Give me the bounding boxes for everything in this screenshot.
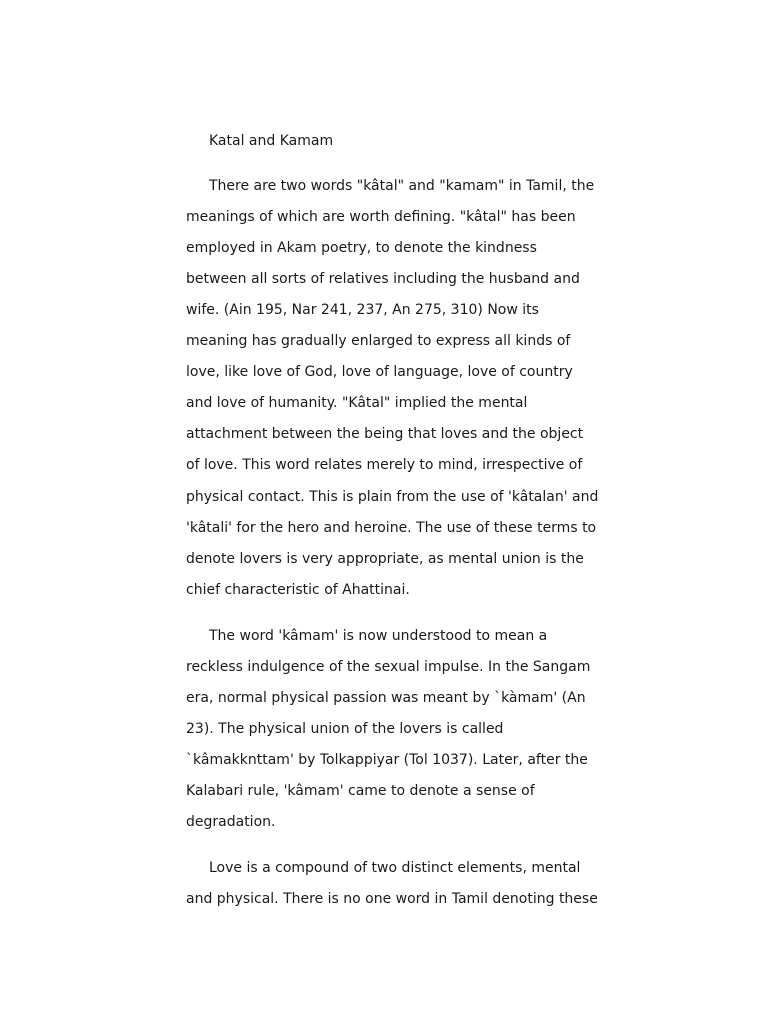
paragraph-1-line: love, like love of God, love of language, love of country — [186, 364, 573, 380]
paragraph-3-line: and physical. There is no one word in Tamil denoting these — [186, 891, 598, 907]
paragraph-1-line: and love of humanity. "Kâtal" implied the mental — [186, 395, 528, 411]
paragraph-2-line: Kalabari rule, 'kâmam' came to denote a sense of — [186, 783, 535, 799]
paragraph-1-line: chief characteristic of Ahattinai. — [186, 582, 410, 598]
paragraph-2-line: degradation. — [186, 814, 276, 830]
paragraph-1-line: 'kâtali' for the hero and heroine. The use of these terms to — [186, 520, 597, 536]
paragraph-2-line: 23). The physical union of the lovers is called — [186, 721, 504, 737]
paragraph-1-line: There are two words "kâtal" and "kamam" in Tamil, the — [209, 178, 595, 194]
paragraph-2-line: era, normal physical passion was meant by `kàmam' (An — [186, 690, 586, 706]
paragraph-2-line: `kâmakknttam' by Tolkappiyar (Tol 1037). Later, after the — [186, 752, 588, 768]
paragraph-1-line: wife. (Ain 195, Nar 241, 237, An 275, 310) Now its — [186, 302, 539, 318]
paragraph-1-line: meaning has gradually enlarged to express all kinds of — [186, 333, 571, 349]
paragraph-1-line: of love. This word relates merely to mind, irrespective of — [186, 457, 583, 473]
paragraph-1-line: between all sorts of relatives including the husband and — [186, 271, 580, 287]
paragraph-1-line: denote lovers is very appropriate, as mental union is the — [186, 551, 584, 567]
paragraph-1-line: physical contact. This is plain from the use of 'kâtalan' and — [186, 489, 599, 505]
paragraph-1-line: attachment between the being that loves and the object — [186, 426, 584, 442]
paragraph-2-line: The word 'kâmam' is now understood to mean a — [209, 628, 548, 644]
paragraph-1-line: meanings of which are worth defining. "kâtal" has been — [186, 209, 576, 225]
paragraph-1-line: employed in Akam poetry, to denote the kindness — [186, 240, 537, 256]
paragraph-2-line: reckless indulgence of the sexual impulse. In the Sangam — [186, 659, 591, 675]
paragraph-3-line: Love is a compound of two distinct elements, mental — [209, 860, 581, 876]
document-title: Katal and Kamam — [209, 133, 334, 149]
